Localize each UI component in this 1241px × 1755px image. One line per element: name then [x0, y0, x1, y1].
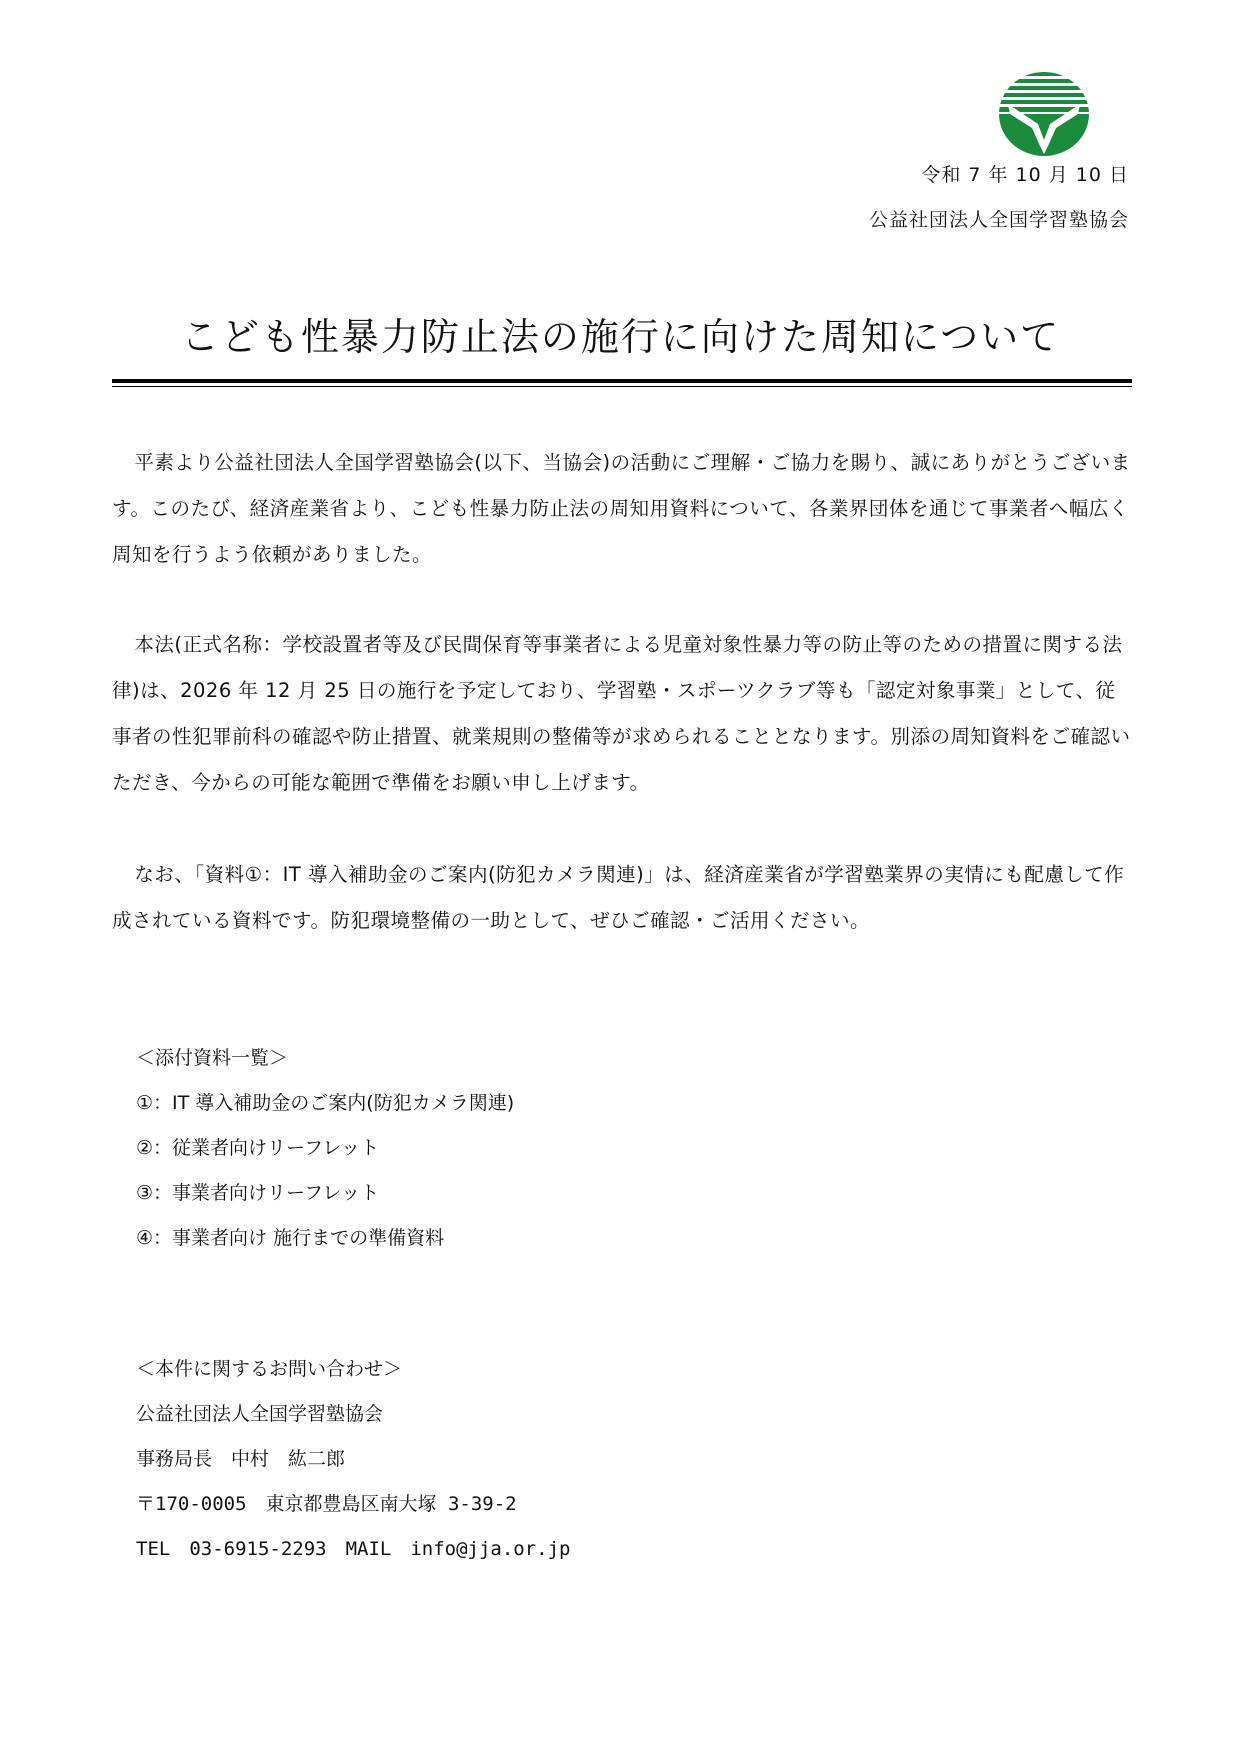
jja-logo-icon: [998, 70, 1090, 158]
body-paragraph-1: 平素より公益社団法人全国学習塾協会(以下、当協会)の活動にご理解・ご協力を賜り、誠にありがとうございます。このたび、経済産業省より、こども性暴力防止法の周知用資料について、各業界団体を通じて事業者へ幅広く周知を行うよう依頼がありました。: [112, 451, 1131, 566]
attachment-item-1: ①：IT 導入補助金のご案内(防犯カメラ関連): [136, 1092, 515, 1114]
body-paragraph-3: なお、「資料①：IT 導入補助金のご案内(防犯カメラ関連)」は、経済産業省が学習塾業界の実情にも配慮して作成されている資料です。防犯環境整備の一助として、ぜひご確認・ご活用ください。: [112, 863, 1125, 932]
title-divider-thin: [112, 386, 1132, 387]
contact-heading: ＜本件に関するお問い合わせ＞: [136, 1358, 403, 1380]
contact-block: [136, 1347, 571, 1572]
attachment-item-3: ③：事業者向けリーフレット: [136, 1182, 380, 1204]
contact-organization: 公益社団法人全国学習塾協会: [136, 1403, 384, 1425]
contact-phone-email: TEL 03-6915-2293 MAIL info@jja.or.jp: [136, 1538, 571, 1560]
issuing-organization: 公益社団法人全国学習塾協会: [868, 209, 1129, 231]
title-divider: [112, 379, 1132, 383]
attachment-list-heading: ＜添付資料一覧＞: [136, 1047, 289, 1069]
attachment-item-4: ④：事業者向け 施行までの準備資料: [136, 1227, 445, 1249]
document-title: こども性暴力防止法の施行に向けた周知について: [180, 315, 1061, 359]
attachment-list: [136, 1036, 514, 1261]
contact-address: 〒170-0005 東京都豊島区南大塚 3-39-2: [136, 1493, 517, 1515]
body-paragraph-2: 本法(正式名称：学校設置者等及び民間保育等事業者による児童対象性暴力等の防止等のための措置に関する法律)は、2026 年 12 月 25 日の施行を予定しており、学習塾・スポーツクラブ等も「認定対象事業」として、従事者の性犯罪前科の確認や防止措置、就業規則の整備等が求められることとなります。別添の周知資料をご確認いただき、今からの可能な範囲で準備をお願い申し上げます。: [112, 633, 1131, 794]
attachment-item-2: ②：従業者向けリーフレット: [136, 1137, 380, 1159]
contact-person: 事務局長 中村 紘二郎: [136, 1448, 346, 1470]
document-date: 令和 7 年 10 月 10 日: [921, 164, 1129, 186]
